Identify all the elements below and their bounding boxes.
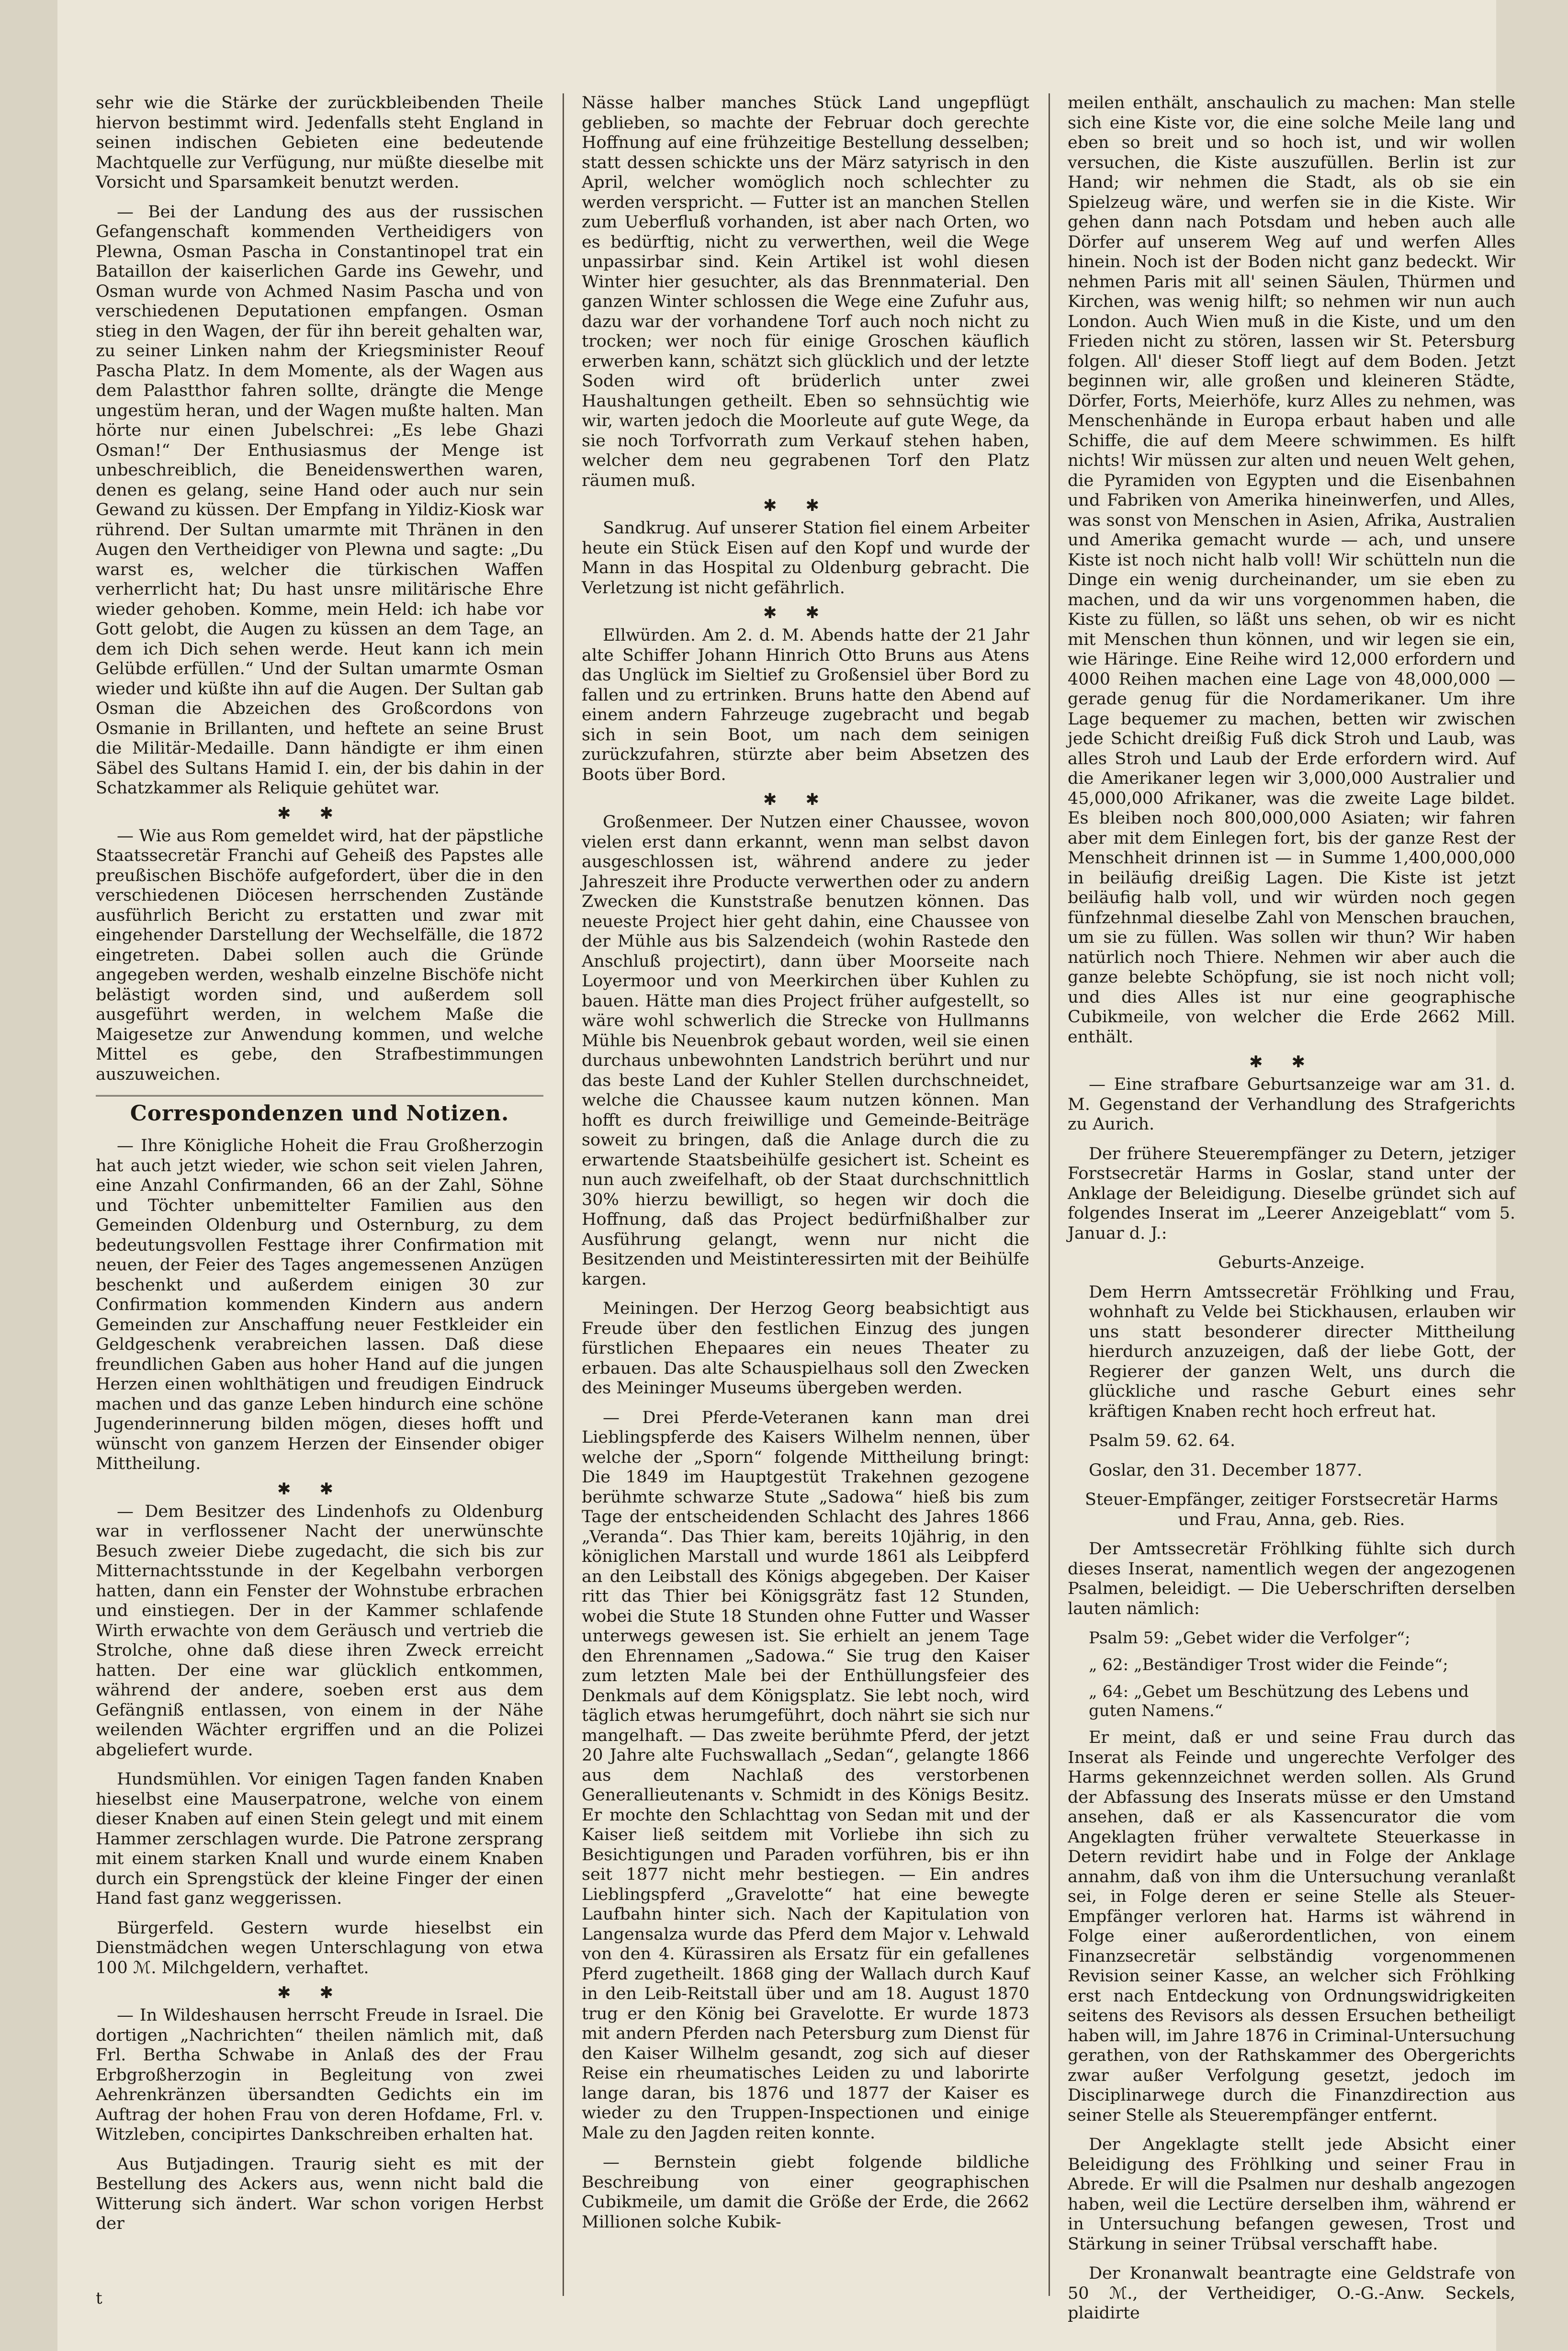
scan-left-margin	[0, 0, 57, 2351]
article-bernstein: — Bernstein giebt folgende bildliche Beschreibung von einer geographischen Cubikmeile, um damit die Größe der Erde, die 2662 Millionen solche Kubik-	[582, 2153, 1029, 2232]
newspaper-page	[96, 93, 1523, 2323]
article-geburtsanzeige: — Eine strafbare Geburtsanzeige war am 31. d. M. Gegenstand der Verhandlung des Strafgerichts zu Aurich.	[1068, 1075, 1515, 1134]
psalm-line: Psalm 59: „Gebet wider die Verfolger“;	[1089, 1628, 1410, 1648]
psalm-line: „ 64: „Gebet um Beschützung des Lebens und guten Namens.“	[1089, 1682, 1469, 1720]
separator-stars: ✱✱	[277, 803, 362, 823]
ad-psalm: Psalm 59. 62. 64.	[1089, 1431, 1236, 1450]
ad-body: Dem Herrn Amtssecretär Fröhlking und Frau, wohnhaft zu Velde bei Stickhausen, erlauben wir uns statt besonderer directer Mittheilung hierdurch anzuzeigen, daß der liebe Gott, der Regierer der ganzen Welt, uns durch die glückliche und rasche Geburt eines sehr kräftigen Knaben recht hoch erfreut hat.	[1089, 1282, 1515, 1421]
separator-stars: ✱✱	[277, 1479, 362, 1499]
article-buergerfeld: Bürgerfeld. Gestern wurde hieselbst ein Dienstmädchen wegen Unterschlagung von etwa 100 ℳ. Milchgeldern, verhaftet.	[96, 1918, 543, 1978]
article-meiningen: Meiningen. Der Herzog Georg beabsichtigt aus Freude über den festlichen Einzug des jungen fürstlichen Ehepaares ein neues Theater zu erbauen. Das alte Schauspielhaus soll den Zwecken des Meininger Museums übergeben werden.	[582, 1299, 1029, 1398]
article-text: Er meint, daß er und seine Frau durch das Inserat als Feinde und ungerechte Verfolger des Harms gekennzeichnet werden sollen. Als Grund der Abfassung des Inserats müsse er den Umstand ansehen, daß er als Kassencurator die vom Angeklagten früher verwaltete Steuerkasse in Detern revidirt habe und in Folge der Anklage annahm, daß von ihm die Untersuchung veranlaßt sei, in Folge deren er seine Stelle als Steuer-Empfänger verloren hat. Harms ist während in Folge einer außerordentlichen, von einem Finanzsecretär selbständig vorgenommenen Revision seiner Kasse, an welcher sich Fröhlking erst nach Entdeckung von Ordnungswidrigkeiten seitens des Revisors als dessen Ersuchen betheiligt haben will, im Jahre 1876 in Criminal-Untersuchung gerathen, von der Rathskammer des Obergerichts zwar außer Verfolgung gesetzt, jedoch im Disciplinarwege durch die Finanzdirection aus seiner Stelle als Steuerempfänger entfernt.	[1068, 1728, 1515, 2125]
article-lindenhof: — Dem Besitzer des Lindenhofs zu Oldenburg war in verflossener Nacht der unerwünschte Besuch zweier Diebe zugedacht, die sich bis zur Mitternachtsstunde in der Kegelbahn verborgen hatten, dann ein Fenster der Wohnstube erbrachen und einstiegen. Der in der Kammer schlafende Wirth erwachte von dem Geräusch und vertrieb die Strolche, ohne daß diese ihren Zweck erreicht hatten. Der eine war glücklich entkommen, während der andere, soeben erst aus dem Gefängniß entlassen, von einem in der Nähe weilenden Wächter ergriffen und an die Polizei abgeliefert wurde.	[96, 1502, 543, 1760]
page-footer-mark: t	[96, 2289, 102, 2308]
article-pferde-veteranen: — Drei Pferde-Veteranen kann man drei Lieblingspferde des Kaisers Wilhelm nennen, über welche der „Sporn“ folgende Mittheilung bringt: Die 1849 im Hauptgestüt Trakehnen gezogene berühmte schwarze Stute „Sadowa“ hieß bis zum Tage der entscheidenden Schlacht des Jahres 1866 „Veranda“. Das Thier kam, bereits 10jährig, in den königlichen Marstall und wurde 1861 als Leibpferd an den Leibstall des Königs abgegeben. Der Kaiser ritt das Thier bei Königsgrätz fast 12 Stunden, wobei die Stute 18 Stunden ohne Futter und Wasser unterwegs gewesen ist. Sie erhielt an jenem Tage den Ehrennamen „Sadowa.“ Sie trug den Kaiser zum letzten Male bei der Enthüllungsfeier des Denkmals auf dem Königsplatz. Sie lebt noch, wird täglich etwas herumgeführt, doch nährt sie sich nur mangelhaft. — Das zweite berühmte Pferd, der jetzt 20 Jahre alte Fuchswallach „Sedan“, gelangte 1866 aus dem Nachlaß des verstorbenen Generallieutenants v. Schmidt in des Königs Besitz. Er mochte den Schlachttag von Sedan mit und der Kaiser ließ seitdem mit Vorliebe ihn sich zu Besichtigungen und Paraden vorführen, bis er ihn seit 1877 nicht mehr bestiegen. — Ein andres Lieblingspferd „Gravelotte“ hat eine bewegte Laufbahn hinter sich. Nach der Kapitulation von Langensalza wurde das Pferd dem Major v. Lehwald von den 4. Kürassiren als Ersatz für ein gefallenes Pferd zugetheilt. 1868 ging der Wallach durch Kauf in den Leib-Reitstall über und am 18. August 1870 trug er den König bei Gravelotte. Er wurde 1873 mit andern Pferden nach Petersburg zum Dienst für den Kaiser Wilhelm gesandt, zog sich auf dieser Reise ein rheumatisches Leiden zu und laborirte lange daran, bis 1876 und 1877 der Kaiser es wieder zu den Truppen-Inspectionen und einige Male zu den Jagden reiten konnte.	[582, 1408, 1029, 2143]
separator-stars: ✱✱	[763, 496, 848, 515]
separator-stars: ✱✱	[1249, 1052, 1334, 1072]
article-ellwuerden: Ellwürden. Am 2. d. M. Abends hatte der 21 Jahr alte Schiffer Johann Hinrich Otto Bruns aus Atens das Unglück im Sieltief zu Großensiel über Bord zu fallen und zu ertrinken. Bruns hatte den Abend auf einem andern Fahrzeuge zugebracht und begab sich in sein Boot, um nach dem seinigen zurückzufahren, stürzte aber beim Absetzen des Boots über Bord.	[582, 626, 1029, 784]
article-text: Der Kronanwalt beantragte eine Geldstrafe von 50 ℳ., der Vertheidiger, O.-G.-Anw. Seckels, plaidirte	[1068, 2264, 1515, 2323]
ad-place-date: Goslar, den 31. December 1877.	[1089, 1460, 1363, 1480]
article-hundsmuehlen: Hundsmühlen. Vor einigen Tagen fanden Knaben hieselbst eine Mauserpatrone, welche von einem dieser Knaben auf einen Stein gelegt und mit einem Hammer zerschlagen wurde. Die Patrone zersprang mit einem starken Knall und wurde einem Knaben durch ein Sprengstück der kleine Finger der einen Hand fast ganz weggerissen.	[96, 1770, 543, 1908]
column-3	[1068, 93, 1515, 2323]
separator-stars: ✱✱	[277, 1983, 362, 2002]
article-grossherzogin: — Ihre Königliche Hoheit die Frau Großherzogin hat auch jetzt wieder, wie schon seit vielen Jahren, eine Anzahl Confirmanden, 66 an der Zahl, Söhne und Töchter unbemittelter Familien aus den Gemeinden Oldenburg und Osternburg, zu dem bedeutungsvollen Festtage ihrer Confirmation mit neuen, der Feier des Tages angemessenen Anzügen beschenkt und außerdem einigen 30 zur Confirmation kommenden Kindern aus andern Gemeinden zur Anschaffung neuer Festkleider ein Geldgeschenk verabreichen lassen. Daß diese freundlichen Gaben aus hoher Hand auf die jungen Herzen einen wohlthätigen und freudigen Eindruck machen und das ganze Leben hindurch eine schöne Jugenderinnerung bilden mögen, dieses hofft und wünscht von ganzem Herzen der Einsender obiger Mittheilung.	[96, 1136, 543, 1473]
section-heading: Correspondenzen und Notizen.	[96, 1095, 543, 1126]
article-sandkrug: Sandkrug. Auf unserer Station fiel einem Arbeiter heute ein Stück Eisen auf den Kopf und wurde der Mann in das Hospital zu Oldenburg gebracht. Die Verletzung ist nicht gefährlich.	[582, 519, 1029, 598]
article-osman-pascha: — Bei der Landung des aus der russischen Gefangenschaft kommenden Vertheidigers von Plewna, Osman Pascha in Constantinopel trat ein Bataillon der kaiserlichen Garde ins Gewehr, und Osman wurde von Achmed Nasim Pascha und von verschiedenen Deputationen empfangen. Osman stieg in den Wagen, der für ihn bereit gehalten war, zu seiner Linken nahm der Kriegsminister Reouf Pascha Platz. In dem Momente, als der Wagen aus dem Palastthor fahren sollte, drängte die Menge ungestüm heran, und der Wagen mußte halten. Man hörte nur einen Jubelschrei: „Es lebe Ghazi Osman!“ Der Enthusiasmus der Menge ist unbeschreiblich, die Beneidenswerthen waren, denen es gelang, seine Hand oder auch nur sein Gewand zu küssen. Der Empfang in Yildiz-Kiosk war rührend. Der Sultan umarmte mit Thränen in den Augen den Vertheidiger von Plewna und sagte: „Du warst es, welcher die türkischen Waffen verherrlicht hat; Du hast unsre militärische Ehre wieder gehoben. Komme, mein Held: ich habe vor Gott gelobt, die Augen zu küssen an dem Tage, an dem ich Dich sehen werde. Heut kann ich mein Gelübde erfüllen.“ Und der Sultan umarmte Osman wieder und küßte ihn auf die Augen. Der Sultan gab Osman die Abzeichen des Großcordons von Osmanie in Brillanten, und heftete an seine Brust die Militär-Medaille. Dann händigte er ihm einen Säbel des Sultans Hamid I. ein, der bis dahin in der Schatzkammer als Reliquie gehütet war.	[96, 202, 543, 798]
ad-signature: Steuer-Empfänger, zeitiger Forstsecretär Harms und Frau, Anna, geb. Ries.	[1085, 1490, 1498, 1529]
article-butjadingen: Aus Butjadingen. Traurig sieht es mit der Bestellung des Ackers aus, wenn nicht bald die Witterung sich ändert. War schon vorigen Herbst der	[96, 2154, 543, 2233]
article-text: meilen enthält, anschaulich zu machen: Man stelle sich eine Kiste vor, die eine solche Meile lang und eben so breit und so hoch ist, und wir wollen versuchen, die Kiste auszufüllen. Berlin ist zur Hand; wir nehmen die Stadt, als ob sie ein Spielzeug wäre, und werfen sie in die Kiste. Wir gehen dann nach Potsdam und heben auch alle Dörfer auf unserem Weg auf und werfen Alles hinein. Noch ist der Boden nicht ganz bedeckt. Wir nehmen Paris mit all' seinen Säulen, Thürmen und Kirchen, was wenig hilft; so nehmen wir nun auch London. Auch Wien muß in die Kiste, und um den Frieden nicht zu stören, lassen wir St. Petersburg folgen. All' dieser Stoff liegt auf dem Boden. Jetzt beginnen wir, alle großen und kleineren Städte, Dörfer, Forts, Meierhöfe, kurz Alles zu nehmen, was Menschenhände in Europa erbaut haben und alle Schiffe, die auf dem Meere schwimmen. Es hilft nichts! Wir müssen zur alten und neuen Welt gehen, die Pyramiden von Egypten und die Eisenbahnen und Fabriken von Amerika hineinwerfen, und Alles, was sonst von Menschen in Asien, Afrika, Australien und Amerika gemacht wurde — ach, und unsere Kiste ist noch nicht halb voll! Wir schütteln nun die Dinge ein wenig durcheinander, um sie eben zu machen, und da wir uns vorgenommen haben, die Kiste zu füllen, so läßt uns sehen, ob wir es nicht mit Menschen thun können, und wir legen sie ein, wie Häringe. Eine Reihe wird 12,000 erfordern und 4000 Reihen machen eine Lage von 48,000,000 — gerade genug für die Nordamerikaner. Um ihre Lage bequemer zu machen, betten wir zwischen jede Schicht dreißig Fuß dick Stroh und Laub, was alles Stroh und Laub der Erde erfordern wird. Auf die Amerikaner legen wir 3,000,000 Australier und 45,000,000 Afrikaner, was die zweite Lage bildet. Es bleiben noch 800,000,000 Asiaten; wir fahren aber mit dem Einlegen fort, bis der ganze Rest der Menschheit drinnen ist — in Summe 1,400,000,000 in beiläufig dreißig Lagen. Die Kiste ist jetzt beiläufig halb voll, und wir würden noch gegen fünfzehnmal dieselbe Zahl von Menschen brauchen, um sie zu füllen. Was sollen wir thun? Wir haben natürlich noch Thiere. Nehmen wir aber auch die ganze belebte Schöpfung, sie ist noch nicht voll; und dies Alles ist nur eine geographische Cubikmeile, von welcher die Erde 2662 Mill. enthält.	[1068, 93, 1515, 1047]
column-rule	[1049, 93, 1050, 2296]
psalm-line: „ 62: „Beständiger Trost wider die Feinde“;	[1089, 1655, 1448, 1674]
ad-title: Geburts-Anzeige.	[1218, 1253, 1365, 1272]
article-text: Nässe halber manches Stück Land ungepflügt geblieben, so machte der Februar doch gerechte Hoffnung auf eine frühzeitige Bestellung desselben; statt dessen schickte uns der März satyrisch in den April, welcher womöglich noch schlechter zu werden verspricht. — Futter ist an manchen Stellen zum Ueberfluß vorhanden, ist aber nach Orten, wo es bedürftig, nicht zu verwerthen, weil die Wege unpassirbar sind. Kein Artikel ist wohl diesen Winter hier gesuchter, als das Brennmaterial. Den ganzen Winter schlossen die Wege eine Zufuhr aus, dazu war der vorhandene Torf auch noch nicht zu trocken; wer noch für einige Groschen käuflich erwerben kann, schätzt sich glücklich und der letzte Soden wird oft brüderlich unter zwei Haushaltungen getheilt. Eben so sehnsüchtig wie wir, warten jedoch die Moorleute auf gute Wege, da sie noch Torfvorrath zum Verkauf stehen haben, welcher dem neu gegrabenen Torf den Platz räumen muß.	[582, 93, 1029, 490]
article-rom: — Wie aus Rom gemeldet wird, hat der päpstliche Staatssecretär Franchi auf Geheiß des Papstes alle preußischen Bischöfe aufgefordert, über die in den verschiedenen Diöcesen herrschenden Zustände ausführlich Bericht zu erstatten und zwar mit eingehender Darstellung der Wechselfälle, die 1872 eingetreten. Dabei sollen auch die Gründe angegeben werden, weshalb einzelne Bischöfe nicht belästigt worden sind, und außerdem soll ausgeführt werden, in welchem Maße die Maigesetze zur Anwendung kommen, und welche Mittel es gebe, den Strafbestimmungen auszuweichen.	[96, 826, 543, 1084]
article-text: Der Amtssecretär Fröhlking fühlte sich durch dieses Inserat, namentlich wegen der angezogenen Psalmen, beleidigt. — Die Ueberschriften derselben lauten nämlich:	[1068, 1539, 1515, 1618]
article-text: Der Angeklagte stellt jede Absicht einer Beleidigung des Fröhlking und seiner Frau in Abrede. Er will die Psalmen nur deshalb angezogen haben, weil die Lectüre derselben ihm, während er in Untersuchung befangen gewesen, Trost und Stärkung in seiner Trübsal verschafft habe.	[1068, 2135, 1515, 2254]
article-wildeshausen: — In Wildeshausen herrscht Freude in Israel. Die dortigen „Nachrichten“ theilen nämlich mit, daß Frl. Bertha Schwabe in Anlaß des der Frau Erbgroßherzogin in Begleitung von zwei Aehrenkränzen übersandten Gedichts ein im Auftrag der hohen Frau von deren Hofdame, Frl. v. Witzleben, concipirtes Dankschreiben erhalten hat.	[96, 2006, 543, 2144]
column-2	[582, 93, 1029, 2296]
article-text: Der frühere Steuerempfänger zu Detern, jetziger Forstsecretär Harms in Goslar, stand unter der Anklage der Beleidigung. Dieselbe gründet sich auf folgendes Inserat im „Leerer Anzeigeblatt“ vom 5. Januar d. J.:	[1068, 1144, 1515, 1243]
separator-stars: ✱✱	[763, 790, 848, 809]
separator-stars: ✱✱	[763, 603, 848, 622]
column-rule	[563, 93, 564, 2296]
column-1	[96, 93, 543, 2296]
article-grossenmeer: Großenmeer. Der Nutzen einer Chaussee, wovon vielen erst dann erkannt, wenn man selbst davon ausgeschlossen ist, während andere zu jeder Jahreszeit ihre Producte verwerthen oder zu andern Zwecken die Kunststraße benutzen können. Das neueste Project hier geht dahin, eine Chaussee von der Mühle aus bis Salzendeich (wohin Rastede den Anschluß projectirt), dann über Moorseite nach Loyermoor und von Meerkirchen über Kuhlen zu bauen. Hätte man dies Project früher aufgestellt, so wäre wohl schwerlich die Strecke von Hullmanns Mühle bis Neuenbrok gebaut worden, weil sie einen durchaus unbewohnten Landstrich berührt und nur das beste Land der Kuhler Stellen durchschneidet, welche die Chaussee kaum nutzen können. Man hofft es durch freiwillige und Gemeinde-Beiträge soweit zu bringen, daß die Anlage durch die zu erwartende Staatsbeihülfe gesichert ist. Scheint es nun auch zweifelhaft, ob der Staat durchschnittlich 30% hierzu bewilligt, so hegen wir doch die Hoffnung, daß das Project bedürfnißhalber zur Ausführung gelangt, wenn nur nicht die Besitzenden und Meistinteressirten mit der Beihülfe kargen.	[582, 813, 1029, 1289]
article-text: sehr wie die Stärke der zurückbleibenden Theile hiervon bestimmt wird. Jedenfalls steht England in seinen indischen Gebieten eine bedeutende Machtquelle zur Verfügung, nur müßte dieselbe mit Vorsicht und Sparsamkeit benutzt werden.	[96, 93, 543, 192]
